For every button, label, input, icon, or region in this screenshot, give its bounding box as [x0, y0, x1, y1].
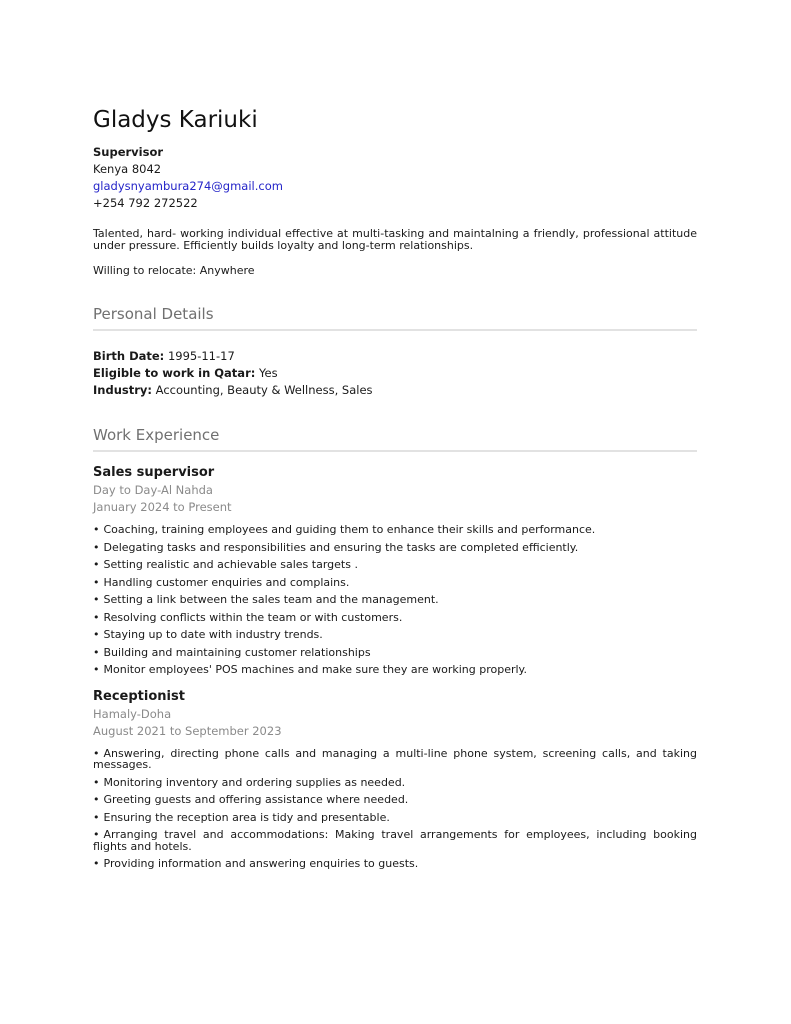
- job-bullet-text: Setting a link between the sales team and the management.: [103, 593, 439, 606]
- job-bullet: [93, 524, 697, 536]
- bullet-glyph: •: [93, 523, 100, 536]
- job-title-header: Supervisor: [93, 145, 164, 159]
- phone-number: +254 792 272522: [93, 196, 198, 210]
- location: Kenya 8042: [93, 162, 162, 176]
- job-bullet: [93, 647, 697, 659]
- job-bullet-text: Monitor employees' POS machines and make sure they are working properly.: [103, 663, 527, 676]
- bullet-glyph: •: [93, 558, 100, 571]
- job-bullet: [93, 577, 697, 589]
- bullet-glyph: •: [93, 793, 100, 806]
- job-bullet: [93, 858, 697, 870]
- birth-date-value: 1995-11-17: [167, 349, 235, 363]
- personal-details-heading: Personal Details: [93, 305, 697, 331]
- bullet-glyph: •: [93, 610, 100, 624]
- bullet-glyph: •: [93, 828, 100, 841]
- bullet-glyph: •: [93, 645, 100, 659]
- job-bullet: [93, 812, 697, 824]
- job-bullet-text: Monitoring inventory and ordering supplies as needed.: [103, 775, 406, 789]
- job-bullet-text: Answering, directing phone calls and managing a multi-line phone system, screening calls, and taking messages.: [93, 746, 697, 771]
- job-title: Sales supervisor: [93, 465, 215, 480]
- job-bullet: [93, 559, 697, 571]
- job-bullet: [93, 542, 697, 554]
- qatar-eligibility-value: Yes: [259, 366, 278, 380]
- job-bullet: [93, 629, 697, 641]
- bullet-glyph: •: [93, 746, 100, 760]
- industry-value: Accounting, Beauty & Wellness, Sales: [155, 383, 373, 397]
- job-title: Receptionist: [93, 688, 185, 704]
- bullet-glyph: •: [93, 540, 100, 554]
- job-bullet-text: Setting realistic and achievable sales targets .: [103, 558, 358, 571]
- job-bullet-text: Delegating tasks and responsibilities and ensuring the tasks are completed efficiently.: [103, 540, 579, 554]
- relocation-text: Willing to relocate: Anywhere: [93, 264, 255, 277]
- job-bullet: [93, 829, 697, 852]
- job-bullet-text: Providing information and answering enquiries to guests.: [103, 857, 419, 870]
- bullet-glyph: •: [93, 593, 100, 606]
- job-bullet-text: Staying up to date with industry trends.: [103, 628, 323, 641]
- job-bullet-text: Ensuring the reception area is tidy and presentable.: [103, 810, 390, 824]
- job-dates: August 2021 to September 2023: [93, 723, 282, 738]
- job-bullet-list: [93, 748, 697, 870]
- job-company: Hamaly-Doha: [93, 706, 172, 721]
- personal-details: [93, 348, 697, 399]
- qatar-eligibility-label: Eligible to work in Qatar:: [93, 366, 256, 380]
- job-bullet: [93, 664, 697, 676]
- job-company: Day to Day-Al Nahda: [93, 483, 213, 497]
- qatar-eligibility-row: [93, 365, 697, 382]
- job-bullet: [93, 794, 697, 806]
- bullet-glyph: •: [93, 575, 100, 589]
- job-bullet-text: Resolving conflicts within the team or with customers.: [103, 610, 403, 624]
- work-experience-list: [93, 464, 697, 870]
- job-entry: [93, 464, 697, 676]
- bullet-glyph: •: [93, 775, 100, 789]
- summary-text: Talented, hard- working individual effective at multi-tasking and maintalning a friendly, professional attitude under pressure. Efficiently builds loyalty and long-term relationships.: [93, 227, 697, 252]
- job-bullet-text: Building and maintaining customer relationships: [103, 645, 371, 659]
- job-bullet: [93, 748, 697, 771]
- birth-date-row: [93, 348, 697, 365]
- job-bullet: [93, 612, 697, 624]
- candidate-name: Gladys Kariuki: [93, 107, 258, 133]
- bullet-glyph: •: [93, 663, 100, 676]
- industry-label: Industry:: [93, 383, 152, 397]
- job-bullet: [93, 594, 697, 606]
- job-bullet-list: [93, 524, 697, 676]
- email-link[interactable]: gladysnyambura274@gmail.com: [93, 179, 283, 193]
- job-dates: January 2024 to Present: [93, 500, 232, 514]
- birth-date-label: Birth Date:: [93, 349, 165, 363]
- bullet-glyph: •: [93, 857, 100, 870]
- work-experience-heading: Work Experience: [93, 426, 697, 452]
- job-bullet-text: Greeting guests and offering assistance where needed.: [103, 793, 409, 806]
- bullet-glyph: •: [93, 810, 100, 824]
- job-bullet-text: Coaching, training employees and guiding them to enhance their skills and performance.: [103, 523, 596, 536]
- job-bullet: [93, 777, 697, 789]
- bullet-glyph: •: [93, 628, 100, 641]
- industry-row: [93, 382, 697, 399]
- job-bullet-text: Arranging travel and accommodations: Making travel arrangements for employees, including booking flights and hotels.: [93, 828, 697, 853]
- job-bullet-text: Handling customer enquiries and complains.: [103, 575, 350, 589]
- job-entry: [93, 688, 697, 870]
